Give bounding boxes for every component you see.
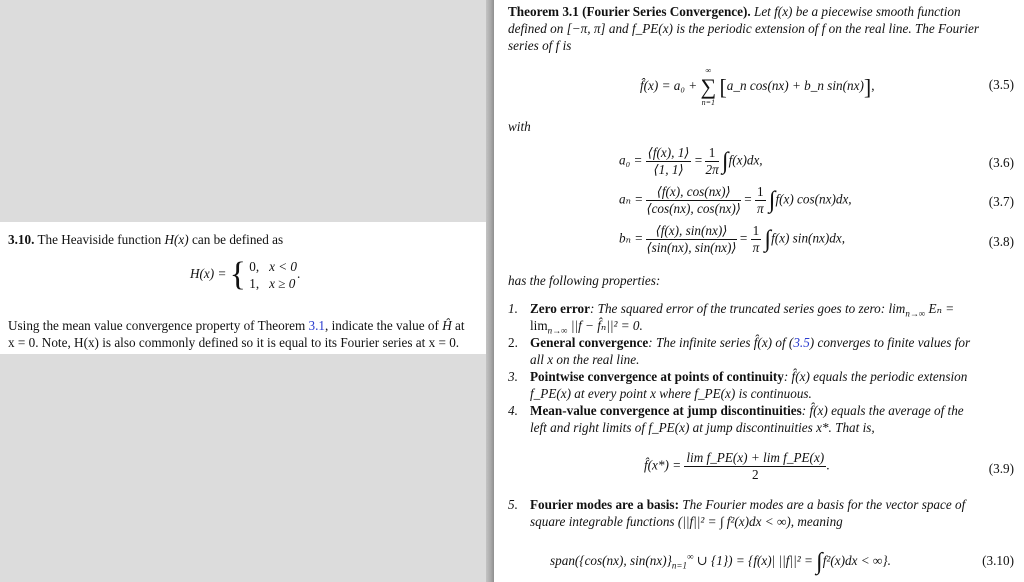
equation-3-7: aₙ = $\frac{⟨f(x), \cos(nx)⟩}{⟨\cos(nx), \cos(nx)⟩}$ = $\frac{1}{\pi}$ ∫f(x) cos(nx)dx, — [619, 184, 852, 216]
theorem-3-1-link[interactable]: 3.1 — [308, 318, 326, 333]
problem-number: 3.10. — [8, 232, 35, 247]
question-line-1: Using the mean value convergence property of Theorem 3.1, indicate the value of Ĥ at — [8, 318, 465, 333]
theorem-title: Theorem 3.1 (Fourier Series Convergence). — [508, 4, 751, 19]
theorem-line-3: series of f is — [508, 38, 572, 53]
property-pointwise-convergence: 3. Pointwise convergence at points of continuity: f̂(x) equals the periodic extension f_PE(x) at every point x where f_PE(x) is continuous. — [508, 369, 968, 401]
equation-3-10: span({cos(nx), $\sin(nx)\}_{n=1}^\infty$ ∪ {1}) = {f(x)| ||f||² = ∫f²(x)dx < ∞}. — [550, 549, 891, 575]
theorem-line-2: defined on [−π, π] and f_PE(x) is the periodic extension of f on the real line. The Fourier — [508, 21, 980, 36]
properties-intro: has the following properties: — [508, 273, 661, 288]
eq-3-5-link[interactable]: 3.5 — [793, 335, 810, 350]
equation-3-5: f̂(x) = a₀ + ∞ ∑ n=1 [a_n cos(nx) + b_n sin(nx)], — [640, 66, 875, 107]
problem-3-10 — [0, 222, 486, 354]
equation-3-8: bₙ = $\frac{⟨f(x), \sin(nx)⟩}{⟨\sin(nx), \sin(nx)⟩}$ = $\frac{1}{\pi}$ ∫f(x) sin(nx)dx, — [619, 223, 846, 255]
eq-number-3-10: (3.10) — [982, 553, 1014, 568]
eq-number-3-9: (3.9) — [988, 461, 1014, 476]
property-zero-error: 1. Zero error: The squared error of the truncated series goes to zero: $\lim_{n\to\infty} E_n$ = $\lim_{n\to\infty} ||f$ − f̂ₙ||² = 0. — [508, 301, 955, 336]
property-mean-value-convergence: 4. Mean-value convergence at jump discontinuities: f̂(x) equals the average of the left and right limits of f_PE(x) at jump discontinuities x*. That is, — [508, 403, 964, 435]
eq-number-3-6: (3.6) — [988, 155, 1014, 170]
piecewise-cases: 0, x < 0 1, x ≥ 0 — [249, 259, 298, 291]
page-divider-shadow — [486, 0, 494, 582]
heaviside-equation: H(x) = { 0, x < 0 1, x ≥ 0 . — [190, 256, 301, 293]
eq-number-3-5: (3.5) — [988, 77, 1014, 92]
left-pane — [0, 0, 486, 582]
document-page — [494, 0, 1024, 582]
eq-number-3-7: (3.7) — [988, 194, 1014, 209]
eq-number-3-8: (3.8) — [988, 234, 1014, 249]
with-label: with — [508, 119, 531, 134]
property-fourier-basis: 5. Fourier modes are a basis: The Fourier modes are a basis for the vector space of square integrable functions (||f||² = ∫ f²(x)dx < ∞), meaning — [508, 497, 966, 529]
theorem-line-1: Theorem 3.1 (Fourier Series Convergence). Let f(x) be a piecewise smooth function — [508, 4, 961, 19]
equation-3-6: a₀ = $\frac{⟨f(x), 1⟩}{⟨1, 1⟩}$ = $\frac{1}{2\pi}$ ∫f(x)dx, — [619, 145, 763, 177]
problem-statement: 3.10. The Heaviside function H(x) can be defined as — [8, 232, 284, 247]
heaviside-function: H(x) — [164, 232, 189, 247]
equation-3-9: f̂(x*) = $\frac{\text{lim f\_PE(x) + lim f\_PE(x)}}{2}$ . — [644, 450, 830, 482]
property-general-convergence: 2. General convergence: The infinite series f̂(x) of (3.5) converges to finite values for all x on the real line. — [508, 335, 971, 367]
question-line-2: x = 0. Note, H(x) is also commonly defined so it is equal to its Fourier series at x = 0. — [8, 335, 460, 350]
